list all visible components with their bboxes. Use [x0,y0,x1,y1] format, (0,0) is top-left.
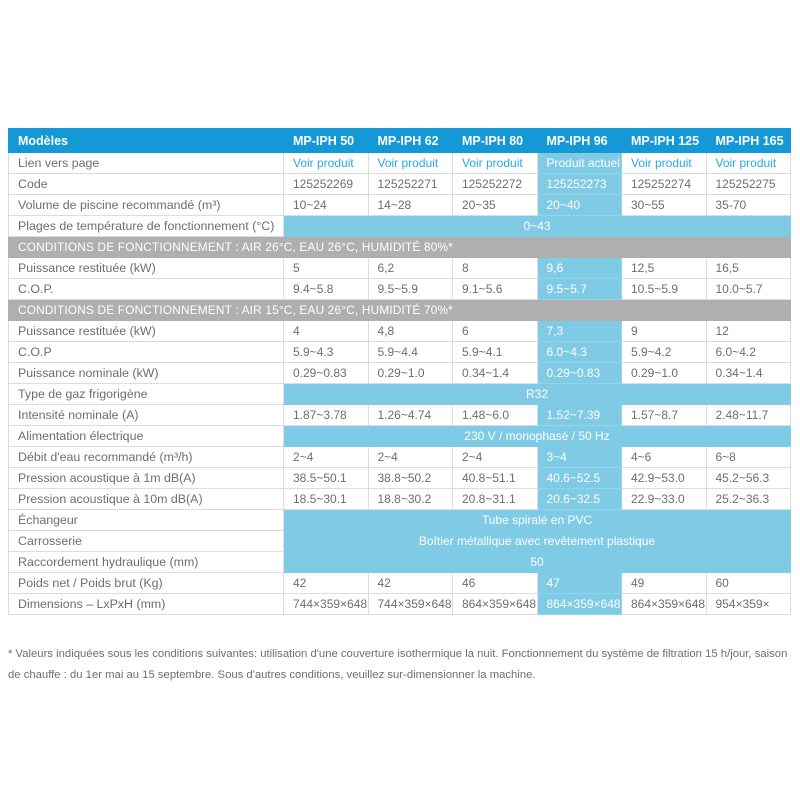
table-row [9,405,791,426]
table-row [9,594,791,615]
table-row [9,447,791,468]
model-header-mp-iph-96: MP-IPH 96 [537,129,622,153]
value-cell: 1.26~4.74 [368,405,453,426]
merged-value-cell: 0~43 [284,216,791,237]
value-cell: 30~55 [622,195,707,216]
table-row [9,510,791,531]
table-row [9,279,791,300]
merged-value-cell: Boîtier métallique avec revêtement plastique [284,531,791,552]
value-cell: 14~28 [368,195,453,216]
value-cell: 1.57~8.7 [622,405,707,426]
value-cell: 0.34~1.4 [453,363,538,384]
value-cell: 38.5~50.1 [284,468,369,489]
table-row [9,552,791,573]
row-label: Volume de piscine recommandé (m³) [9,195,284,216]
row-label: C.O.P [9,342,284,363]
value-cell: 16,5 [706,258,791,279]
value-cell: 10~24 [284,195,369,216]
table-row [9,258,791,279]
row-label: Code [9,174,284,195]
merged-value-cell: 50 [284,552,791,573]
value-cell: 125252272 [453,174,538,195]
corner-header-models: Modèles [9,129,284,153]
row-label: C.O.P. [9,279,284,300]
row-label: Carrosserie [9,531,284,552]
value-cell: 744×359×648 [284,594,369,615]
value-cell: 47 [537,573,622,594]
value-cell: 3~4 [537,447,622,468]
row-label: Débit d'eau recommandé (m³/h) [9,447,284,468]
model-header-mp-iph-80: MP-IPH 80 [453,129,538,153]
voir-produit-link[interactable]: Voir produit [706,153,791,174]
value-cell: 9,6 [537,258,622,279]
value-cell: 4 [284,321,369,342]
value-cell: 18.8~30.2 [368,489,453,510]
value-cell: 20.6~32.5 [537,489,622,510]
value-cell: 1.48~6.0 [453,405,538,426]
value-cell: 38.8~50.2 [368,468,453,489]
value-cell: 5.9~4.4 [368,342,453,363]
model-header-mp-iph-50: MP-IPH 50 [284,129,369,153]
row-label: Puissance restituée (kW) [9,321,284,342]
value-cell: 6.0~4.2 [706,342,791,363]
value-cell: 125252274 [622,174,707,195]
value-cell: 20~35 [453,195,538,216]
row-label: Type de gaz frigorigène [9,384,284,405]
value-cell: 864×359×648 [453,594,538,615]
value-cell: 125252273 [537,174,622,195]
merged-value-cell: 230 V / monophasé / 50 Hz [284,426,791,447]
value-cell: 40.8~51.1 [453,468,538,489]
value-cell: 0.29~1.0 [622,363,707,384]
value-cell: 2~4 [368,447,453,468]
value-cell: 125252275 [706,174,791,195]
value-cell: 1.52~7.39 [537,405,622,426]
value-cell: 5.9~4.2 [622,342,707,363]
merged-value-cell: R32 [284,384,791,405]
row-label: Raccordement hydraulique (mm) [9,552,284,573]
spec-table-head [9,129,791,153]
value-cell: 42.9~53.0 [622,468,707,489]
value-cell: 22.9~33.0 [622,489,707,510]
current-product-cell: Produit actuel [537,153,622,174]
row-label: Pression acoustique à 1m dB(A) [9,468,284,489]
merged-value-cell: Tube spiralé en PVC [284,510,791,531]
model-header-mp-iph-165: MP-IPH 165 [706,129,791,153]
value-cell: 744×359×648 [368,594,453,615]
table-row [9,426,791,447]
table-row [9,174,791,195]
voir-produit-link[interactable]: Voir produit [284,153,369,174]
table-row [9,573,791,594]
model-header-row [9,129,791,153]
value-cell: 125252271 [368,174,453,195]
value-cell: 25.2~36.3 [706,489,791,510]
value-cell: 49 [622,573,707,594]
value-cell: 40.6~52.5 [537,468,622,489]
value-cell: 60 [706,573,791,594]
row-label: Puissance restituée (kW) [9,258,284,279]
section-header-label: CONDITIONS DE FONCTIONNEMENT : AIR 15°C, EAU 26°C, HUMIDITÉ 70%* [9,300,791,321]
row-label: Lien vers page [9,153,284,174]
section-row [9,300,791,321]
value-cell: 20.8~31.1 [453,489,538,510]
table-row [9,468,791,489]
section-header-label: CONDITIONS DE FONCTIONNEMENT : AIR 26°C, EAU 26°C, HUMIDITÉ 80%* [9,237,791,258]
row-label: Échangeur [9,510,284,531]
value-cell: 18.5~30.1 [284,489,369,510]
row-label: Puissance nominale (kW) [9,363,284,384]
value-cell: 6~8 [706,447,791,468]
table-row [9,195,791,216]
value-cell: 8 [453,258,538,279]
value-cell: 0.29~1.0 [368,363,453,384]
value-cell: 45.2~56.3 [706,468,791,489]
value-cell: 12 [706,321,791,342]
table-row [9,489,791,510]
row-label: Poids net / Poids brut (Kg) [9,573,284,594]
table-row [9,342,791,363]
value-cell: 9.5~5.9 [368,279,453,300]
value-cell: 10.5~5.9 [622,279,707,300]
value-cell: 20~40 [537,195,622,216]
value-cell: 35-70 [706,195,791,216]
table-row [9,321,791,342]
value-cell: 9.4~5.8 [284,279,369,300]
value-cell: 6,2 [368,258,453,279]
value-cell: 2~4 [284,447,369,468]
value-cell: 42 [284,573,369,594]
voir-produit-link[interactable]: Voir produit [622,153,707,174]
value-cell: 6.0~4.3 [537,342,622,363]
row-label: Plages de température de fonctionnement (°C) [9,216,284,237]
value-cell: 5.9~4.1 [453,342,538,363]
row-label: Alimentation électrique [9,426,284,447]
value-cell: 9.1~5.6 [453,279,538,300]
value-cell: 12,5 [622,258,707,279]
value-cell: 4~6 [622,447,707,468]
value-cell: 46 [453,573,538,594]
section-row [9,237,791,258]
value-cell: 42 [368,573,453,594]
value-cell: 10.0~5.7 [706,279,791,300]
value-cell: 0.34~1.4 [706,363,791,384]
table-row [9,531,791,552]
voir-produit-link[interactable]: Voir produit [368,153,453,174]
value-cell: 9 [622,321,707,342]
table-row [9,363,791,384]
table-row [9,216,791,237]
spec-table [8,128,791,615]
value-cell: 5.9~4.3 [284,342,369,363]
spec-table-body [9,153,791,615]
value-cell: 864×359×648 [537,594,622,615]
value-cell: 0.29~0.83 [537,363,622,384]
value-cell: 0.29~0.83 [284,363,369,384]
model-header-mp-iph-62: MP-IPH 62 [368,129,453,153]
table-row [9,384,791,405]
table-row [9,153,791,174]
value-cell: 2~4 [453,447,538,468]
footnote-text: * Valeurs indiquées sous les conditions suivantes: utilisation d'une couverture isothermique la nuit. Fonctionnement du système de filtration 15 h/jour, saison de chauffe : du 1er mai au 15 septembre. Sous d'autres conditions, veuillez sur-dimensionner la machine. [8,648,788,681]
value-cell: 1.87~3.78 [284,405,369,426]
row-label: Dimensions – LxPxH (mm) [9,594,284,615]
value-cell: 864×359×648 [622,594,707,615]
voir-produit-link[interactable]: Voir produit [453,153,538,174]
row-label: Intensité nominale (A) [9,405,284,426]
value-cell: 9.5~5.7 [537,279,622,300]
value-cell: 5 [284,258,369,279]
value-cell: 6 [453,321,538,342]
value-cell: 4,8 [368,321,453,342]
model-header-mp-iph-125: MP-IPH 125 [622,129,707,153]
row-label: Pression acoustique à 10m dB(A) [9,489,284,510]
value-cell: 2.48~11.7 [706,405,791,426]
value-cell: 7,3 [537,321,622,342]
value-cell: 954×359× [706,594,791,615]
value-cell: 125252269 [284,174,369,195]
